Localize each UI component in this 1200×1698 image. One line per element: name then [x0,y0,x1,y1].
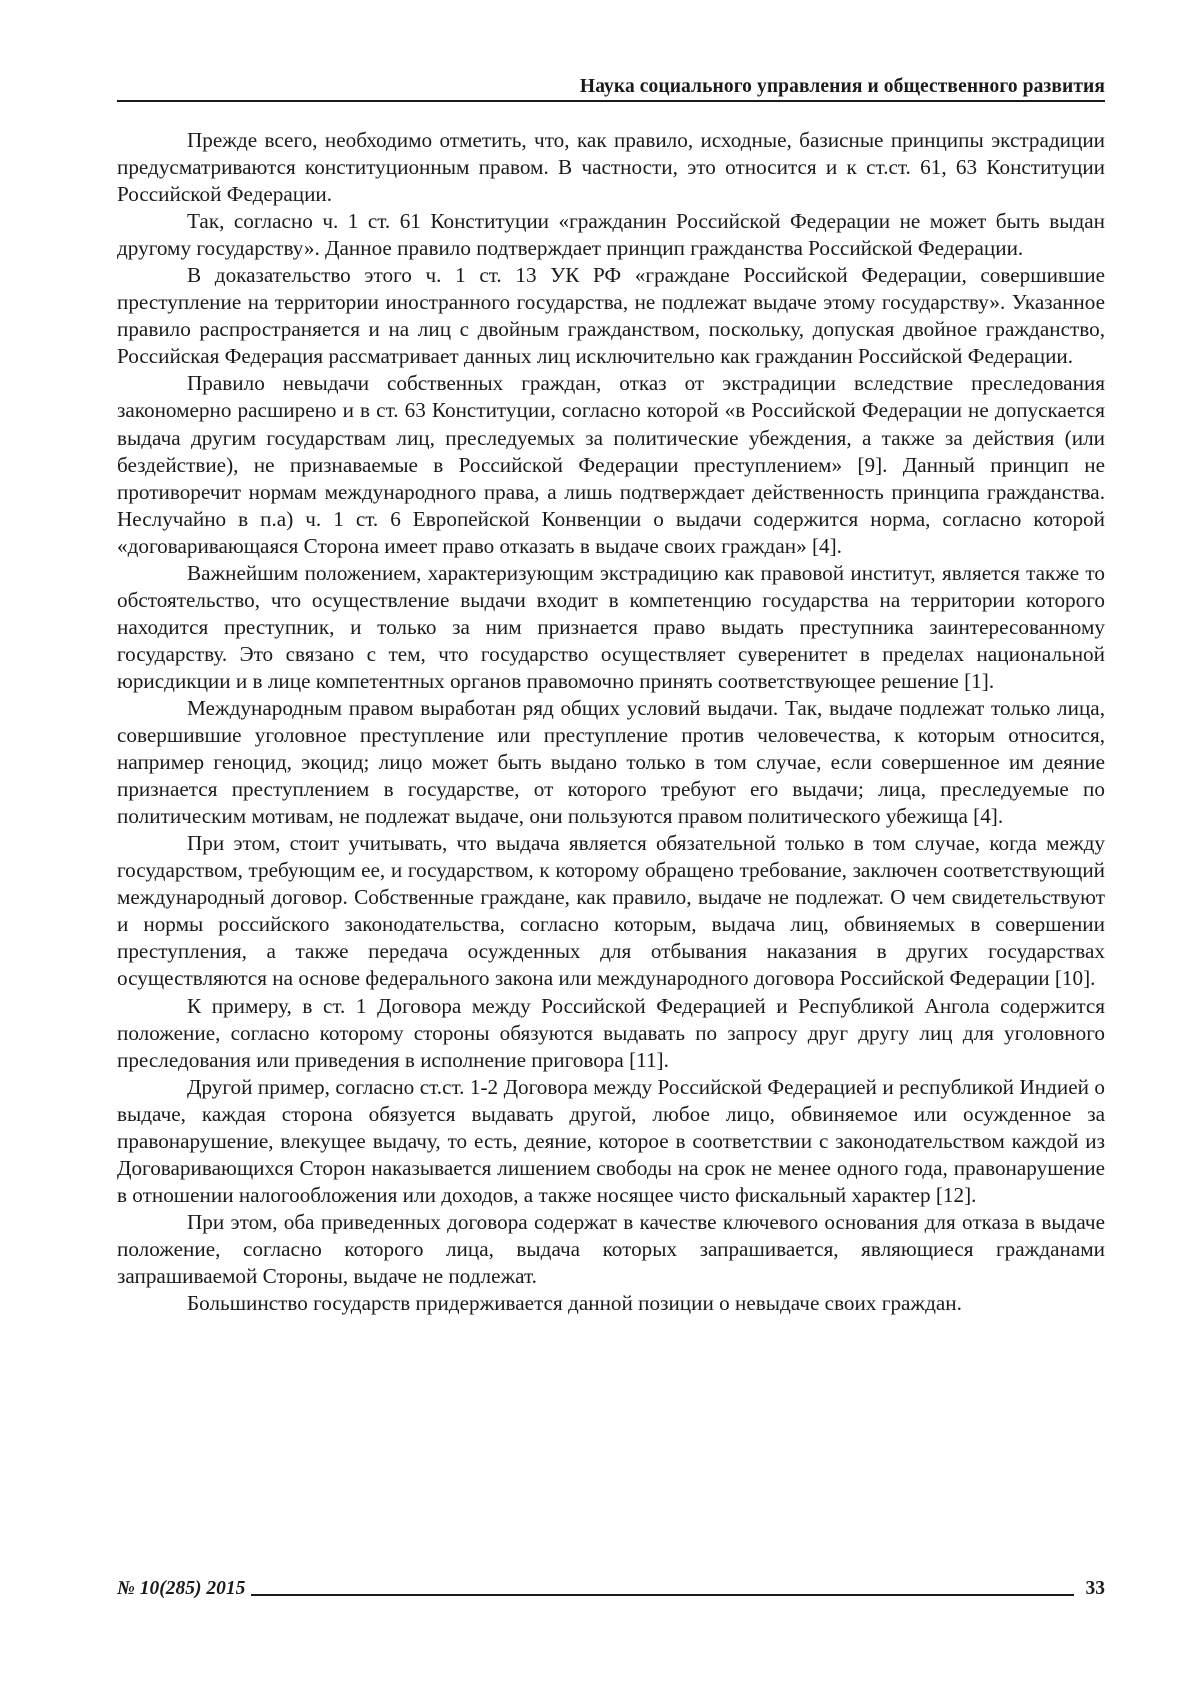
paragraph: Международным правом выработан ряд общих условий выдачи. Так, выдаче подлежат только лица, совершившие уголовное преступление или преступление против человечества, к которым относится, например геноцид, экоцид; лицо может быть выдано только в том случае, если совершенное им деяние признается преступлением в государстве, от которого требуют его выдачи; лица, преследуемые по политическим мотивам, не подлежат выдаче, они пользуются правом политического убежища [4]. [117,695,1105,830]
journal-title: Наука социального управления и общественного развития [580,76,1105,97]
issue-number: № 10(285) 2015 [117,1578,245,1600]
paragraph: При этом, стоит учитывать, что выдача является обязательной только в том случае, когда между государством, требующим ее, и государством, к которому обращено требование, заключен соответствующий международный договор. Собственные граждане, как правило, выдаче не подлежат. О чем свидетельствуют и нормы российского законодательства, согласно которым, выдача лиц, обвиняемых в совершении преступления, а также передача осужденных для отбывания наказания в других государствах осуществляются на основе федерального закона или международного договора Российской Федерации [10]. [117,830,1105,992]
paragraph: Правило невыдачи собственных граждан, отказ от экстрадиции вследствие преследования закономерно расширено и в ст. 63 Конституции, согласно которой «в Российской Федерации не допускается выдача другим государствам лиц, преследуемых за политические убеждения, а также за действия (или бездействие), не признаваемые в Российской Федерации преступлением» [9]. Данный принцип не противоречит нормам международного права, а лишь подтверждает действенность принципа гражданства. Неслучайно в п.а) ч. 1 ст. 6 Европейской Конвенции о выдачи содержится норма, согласно которой «договаривающаяся Сторона имеет право отказать в выдаче своих граждан» [4]. [117,370,1105,559]
page-number: 33 [1086,1578,1106,1600]
running-header [117,74,1105,102]
paragraph: К примеру, в ст. 1 Договора между Российской Федерацией и Республикой Ангола содержится положение, согласно которому стороны обязуются выдавать по запросу друг другу лиц для уголовного преследования или приведения в исполнение приговора [11]. [117,993,1105,1074]
running-footer [117,1574,1105,1600]
paragraph: Большинство государств придерживается данной позиции о невыдаче своих граждан. [117,1290,1105,1317]
paragraph: Прежде всего, необходимо отметить, что, как правило, исходные, базисные принципы экстрадиции предусматриваются конституционным правом. В частности, это относится и к ст.ст. 61, 63 Конституции Российской Федерации. [117,127,1105,208]
paragraph: Так, согласно ч. 1 ст. 61 Конституции «гражданин Российской Федерации не может быть выдан другому государству». Данное правило подтверждает принцип гражданства Российской Федерации. [117,208,1105,262]
footer-rule [251,1594,1073,1596]
paragraph: При этом, оба приведенных договора содержат в качестве ключевого основания для отказа в выдаче положение, согласно которого лица, выдача которых запрашивается, являющиеся гражданами запрашиваемой Стороны, выдаче не подлежат. [117,1209,1105,1290]
paragraph: Другой пример, согласно ст.ст. 1-2 Договора между Российской Федерацией и республикой Индией о выдаче, каждая сторона обязуется выдавать другой, любое лицо, обвиняемое или осужденное за правонарушение, влекущее выдачу, то есть, деяние, которое в соответствии с законодательством каждой из Договаривающихся Сторон наказывается лишением свободы на срок не менее одного года, правонарушение в отношении налогообложения или доходов, а также носящее чисто фискальный характер [12]. [117,1074,1105,1209]
paragraph: Важнейшим положением, характеризующим экстрадицию как правовой институт, является также то обстоятельство, что осуществление выдачи входит в компетенцию государства на территории которого находится преступник, и только за ним признается право выдать преступника заинтересованному государству. Это связано с тем, что государство осуществляет суверенитет в пределах национальной юрисдикции и в лице компетентных органов правомочно принять соответствующее решение [1]. [117,560,1105,695]
paragraph: В доказательство этого ч. 1 ст. 13 УК РФ «граждане Российской Федерации, совершившие преступление на территории иностранного государства, не подлежат выдаче этому государству». Указанное правило распространяется и на лиц с двойным гражданством, поскольку, допуская двойное гражданство, Российская Федерация рассматривает данных лиц исключительно как гражданин Российской Федерации. [117,262,1105,370]
article-body [117,127,1105,1317]
